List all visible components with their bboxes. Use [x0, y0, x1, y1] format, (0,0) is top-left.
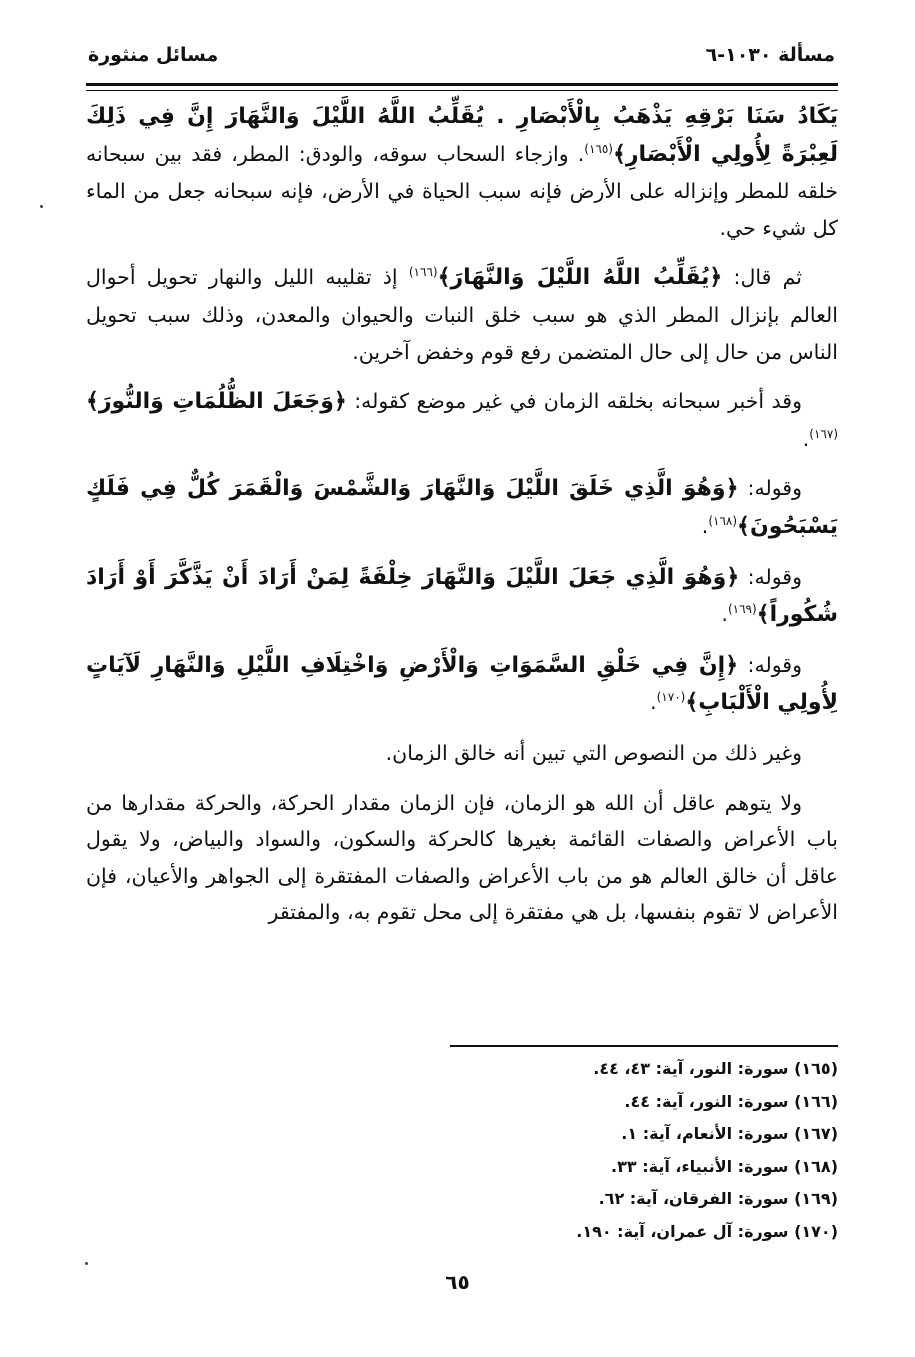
body-text: إذ تقليبه الليل والنهار تحويل أحوال العالم بإنزال المطر الذي هو سبب خلق النبات والحيوان والمعدن، وذلك سبب تحويل الناس من حال إلى حال المتضمن رفع قوم وخفض آخرين. [86, 265, 838, 364]
footnotes [300, 1053, 838, 1249]
main-text [86, 98, 838, 944]
quran-quote: ﴿إِنَّ فِي خَلْقِ السَّمَوَاتِ وَالْأَرْضِ وَاخْتِلَافِ اللَّيْلِ وَالنَّهَارِ لَآيَاتٍ لِأُولِي الْأَلْبَابِ﴾ [86, 652, 838, 716]
footnote-item: (١٦٦) سورة: النور، آية: ٤٤. [624, 1091, 838, 1111]
paragraph [86, 470, 838, 545]
footnote-item: (١٦٩) سورة: الفرقان، آية: ٦٢. [598, 1189, 838, 1209]
body-text: . [721, 602, 728, 627]
footnote-ref: (١٦٧) [809, 426, 838, 441]
body-text: وقوله: [738, 476, 802, 501]
footnote-item: (١٦٧) سورة: الأنعام، آية: ١. [621, 1124, 838, 1144]
footnote-item: (١٦٥) سورة: النور، آية: ٤٣، ٤٤. [593, 1059, 838, 1078]
paragraph [86, 735, 838, 772]
body-text: وقد أخبر سبحانه بخلقه الزمان في غير موضع كقوله: [346, 389, 802, 414]
quran-quote: ﴿وَجَعَلَ الظُّلُمَاتِ وَالنُّورَ﴾ [86, 389, 347, 415]
body-text: . [650, 690, 657, 715]
body-text: . وازجاء السحاب سوقه، والودق: المطر، فقد بين سبحانه خلقه للمطر وإنزاله على الأرض فإنه سبب الحياة في الأرض، فإنه سبحانه جعل من الماء كل شيء حي. [86, 141, 838, 240]
footnote-rule [450, 1045, 838, 1047]
body-text: وقوله: [739, 564, 802, 589]
book-title: مسائل منثورة [88, 44, 219, 66]
paragraph [86, 785, 838, 931]
footnote-item: (١٦٨) سورة: الأنبياء، آية: ٣٣. [611, 1156, 838, 1176]
running-header [88, 44, 835, 66]
footnote-ref: (١٦٩) [727, 602, 757, 617]
header-rule-thin [86, 90, 838, 91]
footnote-ref: (١٦٨) [708, 514, 738, 529]
body-text: . [701, 513, 709, 538]
scan-speck [40, 205, 43, 208]
paragraph [86, 383, 838, 457]
page-number: ٦٥ [445, 1270, 470, 1294]
body-text: وقوله: [738, 652, 802, 677]
issue-label: مسألة ١٠٣٠-٦ [705, 44, 835, 66]
scan-speck [85, 1262, 88, 1265]
quran-quote: يَكَادُ سَنَا بَرْقِهِ يَذْهَبُ بِالْأَبْصَارِ . يُقَلِّبُ اللَّهُ اللَّيْلَ وَالنَّهَارَ إِنَّ فِي ذَلِكَ لَعِبْرَةً لِأُولِي الْأَبْصَارِ﴾ [86, 104, 838, 167]
body-text: ولا يتوهم عاقل أن الله هو الزمان، فإن الزمان مقدار الحركة، والحركة مقدارها من باب الأعراض والصفات القائمة بغيرها كالحركة والسكون، والسواد والبياض، ولا يقول عاقل أن خالق العالم هو من باب الأعراض والصفات المفتقرة إلى الجواهر والأعيان، فإن الأعراض لا تقوم بنفسها، بل هي مفتقرة إلى محل تقوم به، والمفتقر [86, 790, 838, 925]
quran-quote: ﴿وَهُوَ الَّذِي جَعَلَ اللَّيْلَ وَالنَّهَارَ خِلْفَةً لِمَنْ أَرَادَ أَنْ يَذَّكَّرَ أَوْ أَرَادَ شُكُوراً﴾ [86, 564, 838, 628]
paragraph [86, 98, 838, 246]
body-text: وغير ذلك من النصوص التي تبين أنه خالق الزمان. [385, 740, 802, 765]
footnote-ref: (١٦٥) [584, 141, 613, 156]
quran-quote: ﴿وَهُوَ الَّذِي خَلَقَ اللَّيْلَ وَالنَّهَارَ وَالشَّمْسَ وَالْقَمَرَ كُلٌّ فِي فَلَكٍ يَسْبَحُونَ﴾ [86, 476, 838, 539]
header-rule [86, 83, 838, 86]
footnote-ref: (١٦٦) [408, 265, 438, 280]
paragraph [86, 647, 838, 722]
paragraph [86, 559, 838, 634]
paragraph [86, 259, 838, 370]
quran-quote: ﴿يُقَلِّبُ اللَّهُ اللَّيْلَ وَالنَّهَارَ﴾ [437, 265, 723, 291]
body-text: . [802, 426, 810, 451]
footnote-item: (١٧٠) سورة: آل عمران، آية: ١٩٠. [576, 1221, 838, 1241]
footnote-ref: (١٧٠) [656, 690, 686, 705]
body-text: ثم قال: [722, 265, 802, 290]
